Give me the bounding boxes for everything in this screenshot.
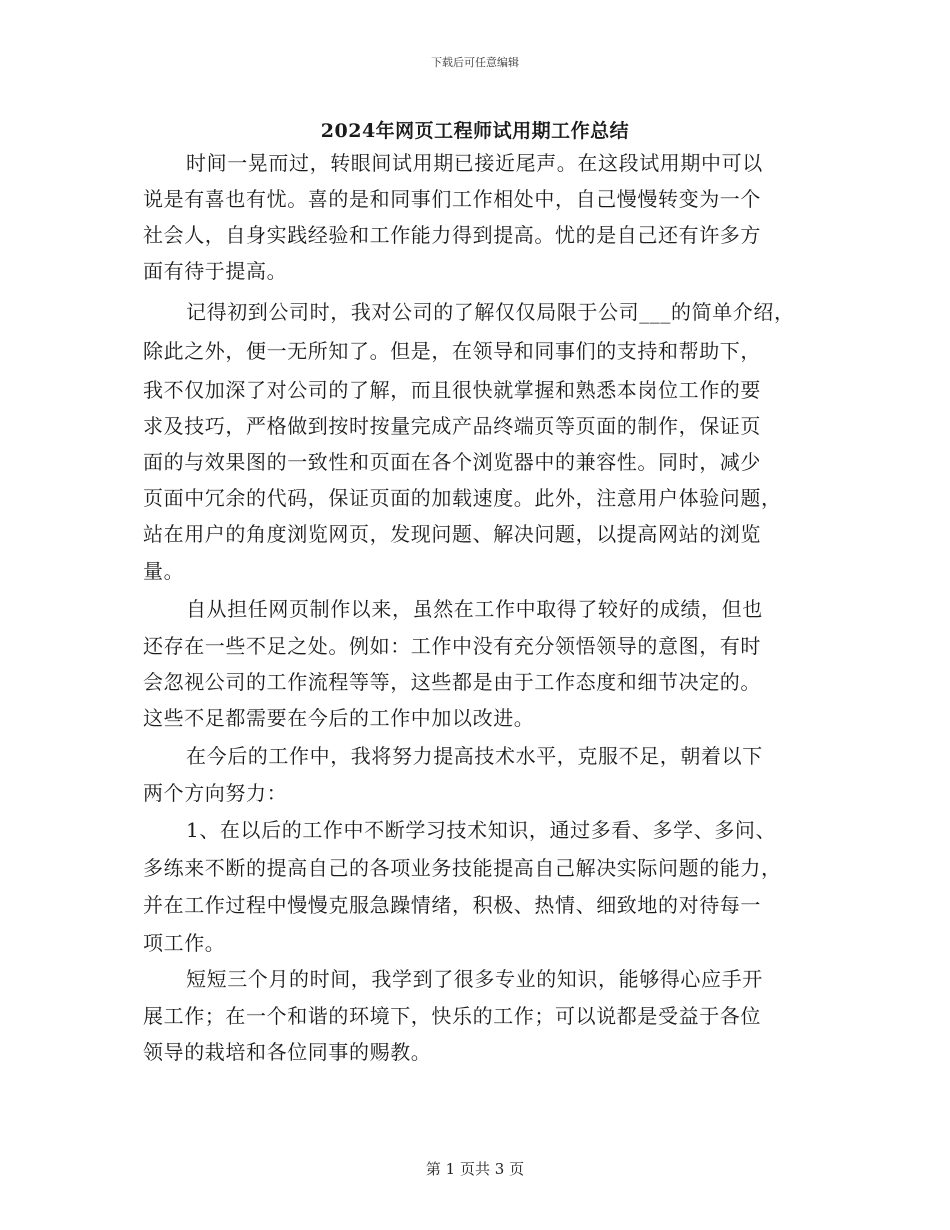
paragraph-line: 我不仅加深了对公司的了解，而且很快就掌握和熟悉本岗位工作的要	[143, 378, 761, 402]
paragraph-line: 求及技巧，严格做到按时按量完成产品终端页等页面的制作，保证页	[143, 414, 761, 438]
paragraph-line: 这些不足都需要在今后的工作中加以改进。	[143, 706, 535, 730]
paragraph-line: 说是有喜也有忧。喜的是和同事们工作相处中，自己慢慢转变为一个	[143, 187, 761, 211]
paragraph-line: 面的与效果图的一致性和页面在各个浏览器中的兼容性。同时，减少	[143, 450, 761, 474]
paragraph-line: 还存在一些不足之处。例如：工作中没有充分领悟领导的意图，有时	[143, 634, 761, 658]
paragraph-line: 在今后的工作中，我将努力提高技术水平，克服不足，朝着以下	[186, 744, 763, 768]
page-number-footer: 第 1 页共 3 页	[425, 1160, 525, 1178]
header-note: 下载后可任意编辑	[431, 56, 519, 69]
paragraph-line: 1、在以后的工作中不断学习技术知识，通过多看、多学、多问、	[186, 818, 777, 842]
paragraph-line: 社会人，自身实践经验和工作能力得到提高。忧的是自己还有许多方	[143, 223, 761, 247]
paragraph-line: 面有待于提高。	[143, 259, 288, 283]
paragraph-line: 时间一晃而过，转眼间试用期已接近尾声。在这段试用期中可以	[186, 151, 763, 175]
paragraph-line: 站在用户的角度浏览网页，发现问题、解决问题，以提高网站的浏览	[143, 522, 761, 546]
paragraph-line: 页面中冗余的代码，保证页面的加载速度。此外，注意用户体验问题，	[143, 486, 782, 510]
paragraph-line: 多练来不断的提高自己的各项业务技能提高自己解决实际问题的能力，	[143, 856, 782, 880]
paragraph-line: 展工作；在一个和谐的环境下，快乐的工作；可以说都是受益于各位	[143, 1004, 761, 1028]
paragraph-line: 短短三个月的时间，我学到了很多专业的知识，能够得心应手开	[186, 967, 763, 991]
paragraph-line: 两个方向努力：	[143, 781, 288, 805]
paragraph-line: 除此之外，便一无所知了。但是，在领导和同事们的支持和帮助下，	[143, 339, 761, 363]
paragraph-line: 项工作。	[143, 931, 226, 955]
paragraph-line: 记得初到公司时，我对公司的了解仅仅局限于公司___的简单介绍，	[186, 300, 795, 324]
paragraph-line: 并在工作过程中慢慢克服急躁情绪，积极、热情、细致地的对待每一	[143, 893, 761, 917]
paragraph-line: 量。	[143, 559, 185, 583]
paragraph-line: 自从担任网页制作以来，虽然在工作中取得了较好的成绩，但也	[186, 597, 763, 621]
document-title: 2024年网页工程师试用期工作总结	[320, 120, 630, 142]
paragraph-line: 会忽视公司的工作流程等等，这些都是由于工作态度和细节决定的。	[143, 670, 761, 694]
paragraph-line: 领导的栽培和各位同事的赐教。	[143, 1040, 432, 1064]
